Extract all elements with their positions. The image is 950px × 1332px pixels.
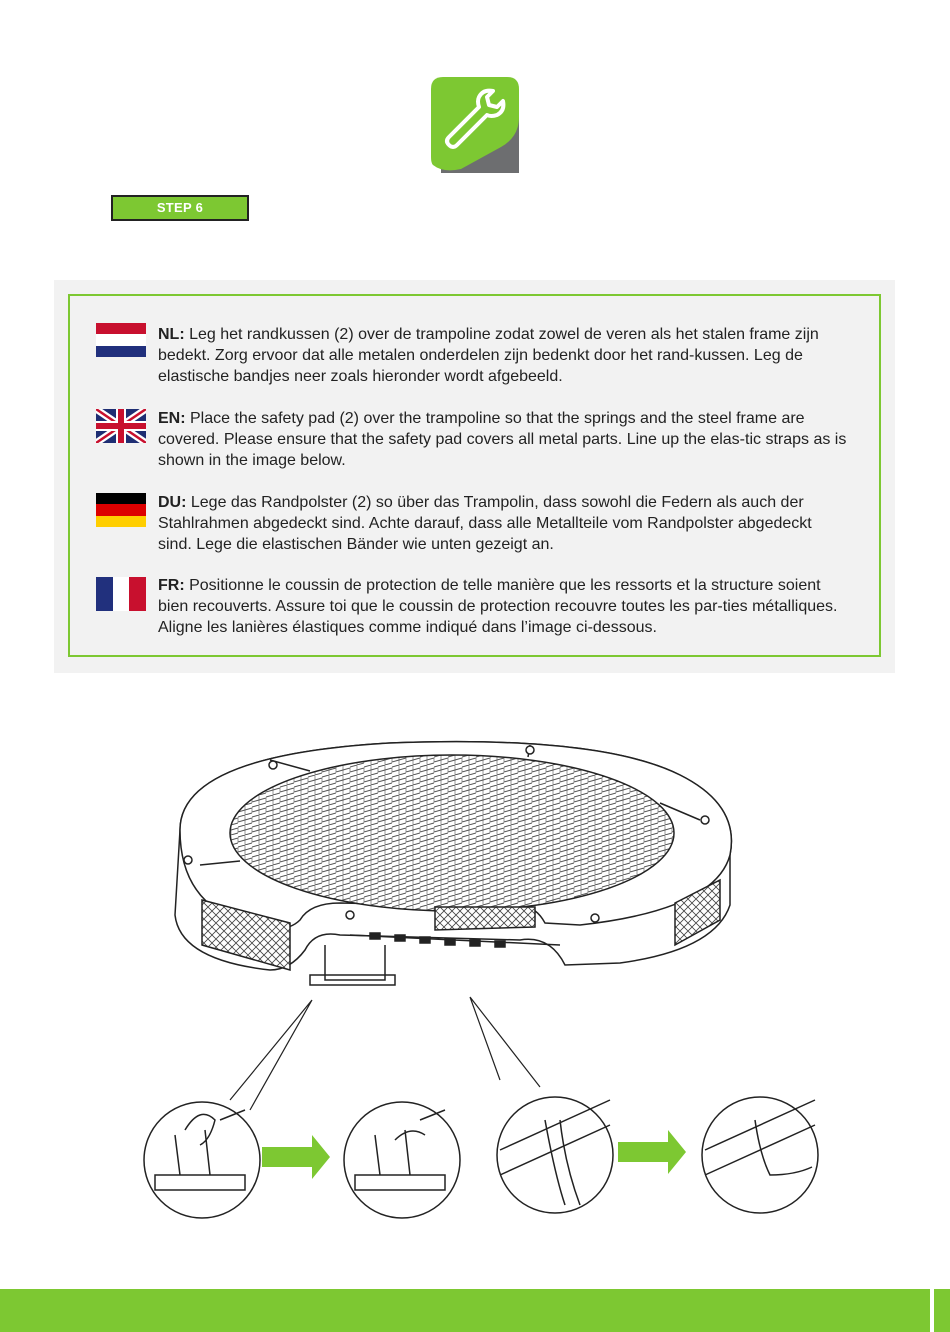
instruction-nl: NL: Leg het randkussen (2) over de trampoline zodat zowel de veren als het stalen frame zijn bedekt. Zorg ervoor dat alle metalen onderdelen zijn bedenkt door het rand-kussen. Leg de elastische bandjes neer zoals hieronder wordt afgebeeld. (158, 326, 819, 385)
detail-circle-3 (497, 1097, 613, 1213)
instructions-panel (54, 280, 895, 673)
instruction-fr: FR: Positionne le coussin de protection de telle manière que les ressorts et la structure soient bien recouverts. Assure toi que le coussin de protection recouvre toutes les par-ties métalliques. Aligne les lanières élastiques comme indiqué dans l’image ci-dessous. (158, 577, 838, 636)
trampoline-drawing (175, 742, 731, 985)
step-badge: STEP 6 (111, 195, 249, 221)
footer-edge (934, 1289, 950, 1332)
flag-fr-icon (96, 577, 146, 611)
detail-circle-1 (144, 1102, 260, 1218)
flag-uk-icon (96, 409, 146, 443)
flag-de-icon (96, 493, 146, 527)
instruction-du: DU: Lege das Randpolster (2) so über das Trampolin, dass sowohl die Federn als auch der Stahlrahmen abgedeckt sind. Achte darauf, dass alle Metallteile vom Randpolster abgedeckt sind. Lege die elastischen Bänder wie unten gezeigt an. (158, 494, 812, 553)
flag-nl-icon (96, 323, 146, 357)
callout-lines (230, 997, 540, 1110)
detail-circle-2 (344, 1102, 460, 1218)
trampoline-illustration (140, 735, 840, 1225)
footer-bar (0, 1289, 930, 1332)
wrench-icon (431, 77, 519, 173)
arrow-right-icon (618, 1130, 686, 1174)
arrow-right-icon (262, 1135, 330, 1179)
detail-circle-4 (702, 1097, 818, 1213)
instruction-en: EN: Place the safety pad (2) over the trampoline so that the springs and the steel frame are covered. Please ensure that the safety pad covers all metal parts. Line up the elas-tic straps as is shown in the image below. (158, 410, 847, 469)
